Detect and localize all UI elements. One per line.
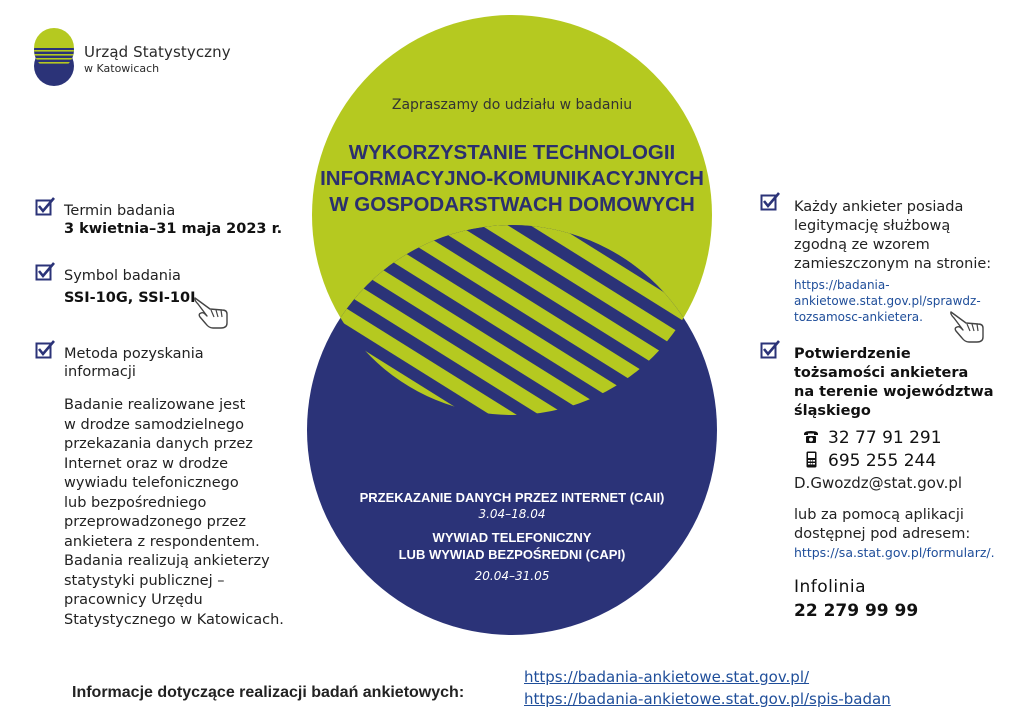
headline-line: WYKORZYSTANIE TECHNOLOGII [348, 141, 676, 164]
method-label-line: informacji [64, 364, 136, 380]
contact-email[interactable]: D.Gwozdz@stat.gov.pl [794, 474, 963, 492]
invite-text: Zapraszamy do udziału w badaniu [391, 97, 633, 113]
app-info-line: lub za pomocą aplikacji [794, 507, 964, 523]
footer-link-surveys[interactable]: https://badania-ankietowe.stat.gov.pl/ [524, 668, 810, 686]
method-text-line: Badania realizują ankieterzy [64, 553, 270, 569]
footer-label: Informacje dotyczące realizacji badań ankietowych: [72, 684, 465, 701]
legitimation-link-line[interactable]: tozsamosc-ankietera. [794, 310, 923, 324]
headline-line: INFORMACYJNO-KOMUNIKACYJNYCH [320, 167, 704, 190]
term-label: Termin badania [64, 203, 176, 219]
symbol-label: Symbol badania [64, 268, 181, 284]
logo-title: Urząd Statystyczny [84, 43, 231, 61]
confirmation-line: Potwierdzenie [794, 346, 911, 362]
method-text-line: w drodze samodzielnego [64, 416, 244, 433]
pointing-hand-icon [948, 306, 988, 346]
mode-capi-dates: 20.04–31.05 [474, 569, 550, 583]
method-text-line: ankietera z respondentem. [64, 533, 260, 550]
footer-link-survey-list[interactable]: https://badania-ankietowe.stat.gov.pl/spis-badan [524, 690, 891, 708]
method-label [64, 345, 204, 381]
logo-subtitle: w Katowicach [84, 62, 160, 75]
legitimation-link-line[interactable]: ankietowe.stat.gov.pl/sprawdz- [794, 294, 981, 308]
method-label-line: Metoda pozyskania [64, 346, 204, 362]
symbol-value: SSI-10G, SSI-10I [64, 290, 196, 306]
checkbox-icon [35, 197, 55, 217]
method-text-line: pracownicy Urzędu [64, 592, 203, 608]
legitimation-line: Każdy ankieter posiada [794, 199, 964, 215]
legitimation-line: zamieszczonym na stronie: [794, 256, 992, 272]
mode-capi-title [262, 529, 762, 563]
confirmation-line: tożsamości ankietera [794, 365, 969, 381]
method-text-line: przeprowadzonego przez [64, 514, 246, 530]
identity-confirmation [794, 345, 994, 421]
mobile-phone-icon [806, 451, 817, 468]
app-info [794, 506, 970, 544]
method-text-line: Statystycznego w Katowicach. [64, 611, 284, 628]
phone-landline[interactable]: 32 77 91 291 [828, 428, 942, 448]
mode-caii-title: PRZEKAZANIE DANYCH PRZEZ INTERNET (CAII) [359, 490, 665, 505]
method-text-line: Internet oraz w drodze [64, 455, 229, 472]
pointing-hand-icon [192, 292, 232, 332]
legitimation-line: zgodną ze wzorem [794, 237, 930, 253]
mode-capi-line: WYWIAD TELEFONICZNY [432, 530, 592, 545]
app-link[interactable]: https://sa.stat.gov.pl/formularz/. [794, 545, 995, 560]
mode-caii-dates: 3.04–18.04 [478, 507, 546, 521]
confirmation-line: na terenie województwa [794, 384, 994, 400]
headline-line: W GOSPODARSTWACH DOMOWYCH [329, 193, 695, 216]
phone-icon [803, 430, 819, 444]
app-info-line: dostępnej pod adresem: [794, 526, 971, 542]
method-text-line: Badanie realizowane jest [64, 397, 246, 413]
checkbox-icon [35, 262, 55, 282]
method-text-line: wywiadu telefonicznego [64, 475, 239, 491]
mode-capi-line: LUB WYWIAD BEZPOŚREDNI (CAPI) [398, 547, 626, 562]
checkbox-icon [35, 340, 55, 360]
method-text-line: statystyki publicznej – [64, 572, 225, 589]
confirmation-line: śląskiego [794, 403, 871, 419]
checkbox-icon [760, 192, 780, 212]
phone-mobile[interactable]: 695 255 244 [828, 451, 937, 471]
method-text-line: przekazania danych przez [64, 436, 253, 452]
legitimation-text [794, 198, 991, 274]
legitimation-link-line[interactable]: https://badania- [794, 278, 890, 292]
hotline-number[interactable]: 22 279 99 99 [794, 601, 919, 621]
hotline-label: Infolinia [794, 577, 867, 597]
method-description [64, 396, 314, 630]
survey-headline [262, 140, 762, 218]
legitimation-line: legitymację służbową [794, 218, 951, 234]
term-value: 3 kwietnia–31 maja 2023 r. [64, 221, 283, 237]
checkbox-icon [760, 340, 780, 360]
method-text-line: lub bezpośredniego [64, 494, 207, 511]
